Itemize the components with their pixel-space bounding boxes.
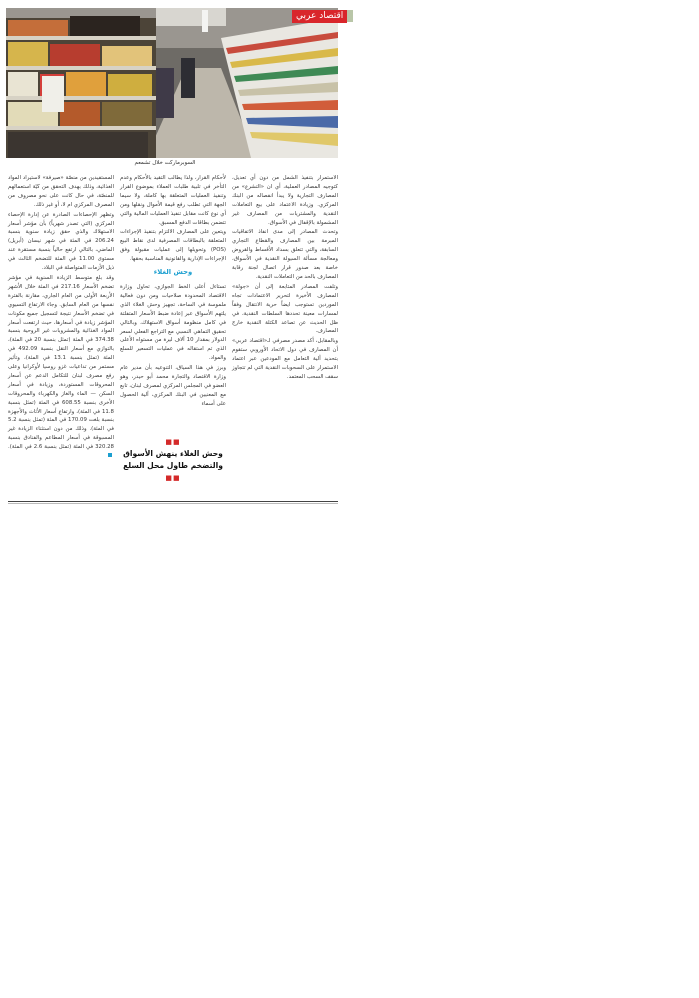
pull-quote-mark-top: ■■ xyxy=(165,438,181,446)
paragraph: الاستمرار بتنفيذ الشمل من دون أي تعديل، كتوجيه المصادر العملية، أي ان «التشرع» من المصارف التجارية ولا يبدأ انفصاله من البنك المركزي. وزيادة الاعتماد على بيع التعاملات النقدية والمشتريات من المصارف غير المشمولة بالإقفال في الأسواق. xyxy=(232,175,338,226)
paragraph: وبرز في هذا السياق، التنوعيه بأن مدير عام وزارة الاقتصاد والتجارة محمد أبو حيدر، وهو العضو في المجلس المركزي لمصرف لبنان، تابع مع المعنيين في البنك المركزي، آلية الحصول على أسماء xyxy=(120,365,226,407)
article-column-right xyxy=(232,174,338,383)
pull-quote-text: وحش الغلاء ينهش الأسواق والتضخم طاول محل السلع xyxy=(123,449,223,470)
paragraph: وتلفت المصادر المتابعة إلى أن «جولة» المصارف الأخيرة لتحرير الاعتمادات تجاه الموردين تستوجب ايضاً حرية الانتقال وفقاً لمسارات معينة تحددها السلطات النقدية، في ظل الحديث عن تصاعد الكتلة النقدية خارج المصارف. xyxy=(232,283,338,335)
paragraph xyxy=(8,274,114,461)
bottom-rule xyxy=(8,501,338,502)
paragraph: المستفيدين من منصّة «صيرفة» لاستيراد المواد الغذائية، وذلك بهدف التحقق من كيّة استعمالهم للمنصّة، في حال كانت على نحو مصروف من المصرف المركزي ام لا، أو غير ذلك. xyxy=(8,175,114,208)
end-of-article-mark xyxy=(108,453,112,457)
pull-quote-mark-bottom: ■■ xyxy=(165,474,181,482)
paragraph-text: وقد بلغ متوسط الزيادة السنوية في مؤشر تضخم الأسعار 217.16 في المئة خلال الأشهر الأربعة الأولى من العام الجاري، مقارنة بالفترة نفسها من العام السابق. وجاء الارتفاع التسيوي في تضخم الأسعار نتيجة لتسجيل جميع مكونات المؤشر زيادة في أسعارها، حيث ارتفعت أسعار المواد الغذائية والمشروبات غير الروحية بنسبة 374.38 في المئة (تمثل بنسبة 20 في المئة)، بالتوازي مع أسعار النقل بنسبة 492.09 في المئة (تمثل بنسبة 13.1 في المئة)، وتأثير مستمر من تداعيات غزو روسيا لأوكرانيا وعلى رفع مصرف لبنان للتكامل الدعم عن أسعار المحروقات المستوردة، وزيادة في أسعار السكن — الماء والغاز والكهرباء والمحروقات الأخرى بنسبة 608.55 في المئة (تمثل بنسبة 11.8 في المئة)، وارتفاع أسعار الأثاث والأجهزة بنسبة بلغت 170.09 في المئة (تمثل بنسبة 5.2 في المئة). وذلك من دون استثناء الزيادة غير المسبوقة في أسعار المطاعم والفنادق بنسبة 320.28 في المئة (تمثل بنسبة 2.6 في المئة). xyxy=(8,274,115,451)
photo-caption: السوبرماركت خلال تشمعم xyxy=(134,160,196,166)
article-column-middle xyxy=(120,174,226,410)
article-column-left xyxy=(8,174,114,462)
paragraph: وتحدث المصادر إلى مدى انفاذ الاتفاقيات المبرمة بين المصارف والقطاع التجاري السابقة، والتي تتعلق بسداد الأقساط والقروض ومعالجة مسألة السيولة النقدية في الأسواق، خاصة بعد صدور قرار اتصال لجنة رقابة المصارف بالحد من التعاملات النقدية. xyxy=(232,229,338,280)
paragraph: وتظهر الإحصاءات الصادرة عن إدارة الإحصاء المركزي (التي تصدر شهرياً) بأن مؤشر أسعار الاستهلاك والذي حقق زيادة سنوية بنسبة 206.24 في المئة في شهر نيسان (أبريل) الماضي، بالتالي ارتفع حالياً بنسبة مستقرة عند مستوى 11.00 في المئة للتضخم الثالث في ذيل الأزمات المتواصلة في البلاد. xyxy=(8,211,114,272)
bottom-rule-thin xyxy=(8,503,338,504)
paragraph: ويتعين على المصارف الالتزام بتنفيذ الإجراءات المتعلقة بالبطاقات المصرفية لدى نقاط البيع (POS) وتحويلها إلى عمليات مقبولة وفق الإجراءات الإدارية والقانونية المناسبة بحقها. xyxy=(120,229,226,263)
paragraph: لأحكام القرار، ولذا يطالب التقيد بالأحكام وعدم التأخر في تلبية طلبات العملاء بموضوع القرار وتنفيذ العمليات المتعلقة بها كاملة، ولا سيما الجهة التي تطلب رفع قيمة الأموال ونقلها ومن أي نوع كانت مقابل تنفيذ العمليات المالية والتي تتضمن بطاقات الدفع المسبق. xyxy=(120,175,226,226)
pull-quote xyxy=(120,438,226,482)
section-subhead: وحش الغلاء xyxy=(153,268,193,277)
paragraph: وبالمقابل، أكد مصدر مصرفي لـ«اقتصاد عربي» أن المصارف في دول الاتحاد الأوروبي ستقوم بتحديد آلية التعامل مع المودعين عبر اعتماد الاستمرار على السحوبات النقدية التي لم تتجاوز سقف السحب المعتمد. xyxy=(232,338,338,380)
supermarket-photo xyxy=(6,8,338,158)
paragraph: تستاءل أعلى الخط الجوازي، تحاول وزارة الاقتصاد المحدودة صلاحيات ومن دون فعالية ملموسة في الساحة، تجهيز وحش الغلاء الذي يلتهم الأسواق عبر إعادة ضبط الأسعار المتفلتة في كامل منظومة أسواق الاستهلاك، وبالتالي تحقيق التماهي النسبي مع التراجع الفعلي لسعر الدولار بمقدار 10 آلاف ليرة من مستواه الأعلى الذي تم استقاله في عمليات التسعير للسلع والمواد. xyxy=(120,283,226,362)
section-badge: اقتصاد عربي xyxy=(292,10,347,23)
